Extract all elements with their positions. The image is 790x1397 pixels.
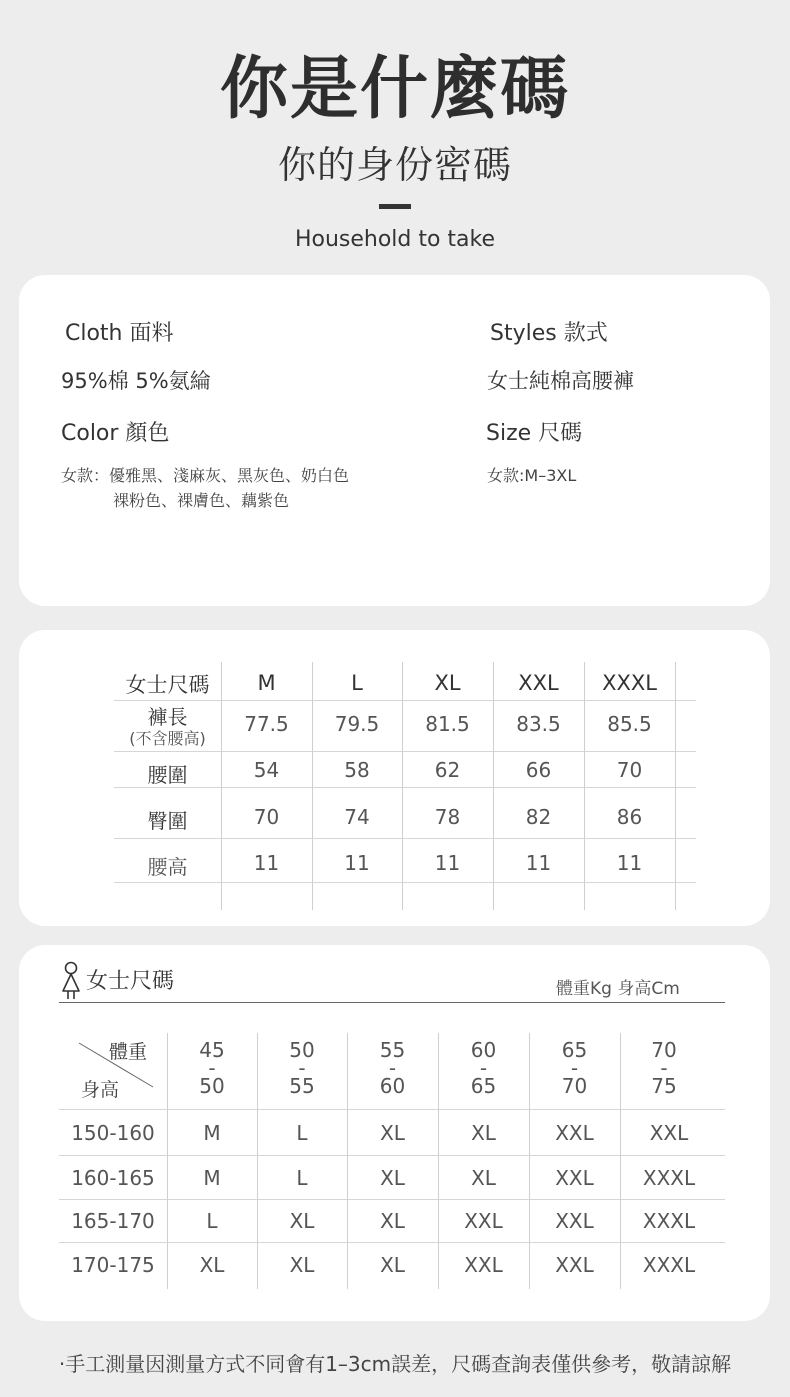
woman-icon	[61, 961, 81, 1001]
grid-line	[114, 751, 696, 752]
table-cell: 70	[616, 758, 643, 782]
corner-height-label: 身高	[81, 1079, 120, 1101]
color-label: Color 顏色	[61, 421, 170, 446]
weight-header: 45 - 50	[199, 1038, 225, 1098]
styles-value: 女士純棉高腰褲	[487, 369, 634, 393]
size-chart-card	[19, 630, 770, 926]
table-cell: XXXL	[642, 1253, 696, 1277]
table-cell: XL	[471, 1121, 496, 1145]
table-cell: XXXL	[642, 1166, 696, 1190]
fit-chart-card	[19, 945, 770, 1321]
table-cell: 11	[253, 851, 280, 875]
cloth-value: 95%棉 5%氨綸	[61, 369, 211, 393]
size-header-xxxl: XXXL	[602, 671, 657, 695]
table-cell: 11	[616, 851, 643, 875]
grid-line	[59, 1199, 725, 1200]
weight-header: 55 - 60	[379, 1038, 406, 1098]
table-cell: XL	[380, 1209, 405, 1233]
table-cell: XXXL	[642, 1209, 696, 1233]
page-subtitle: 你的身份密碼	[277, 143, 512, 187]
color-list-line1: 女款：優雅黑、淺麻灰、黑灰色、奶白色	[61, 466, 350, 485]
table-cell: 78	[434, 805, 461, 829]
row-label-waist: 腰圍	[147, 763, 188, 787]
table-cell: 11	[434, 851, 461, 875]
title-divider	[379, 204, 411, 209]
size-header-l: L	[351, 671, 363, 695]
table-cell: XL	[380, 1166, 405, 1190]
row-label-hip: 臀圍	[147, 809, 188, 833]
table-cell: L	[296, 1121, 308, 1145]
page-title: 你是什麼碼	[219, 50, 570, 129]
cloth-label: Cloth 面料	[65, 321, 174, 346]
table-cell: XXL	[464, 1253, 503, 1277]
table-cell: 81.5	[425, 712, 470, 736]
size-table-corner: 女士尺碼	[125, 673, 210, 697]
weight-header: 70 - 75	[651, 1038, 677, 1098]
row-label-pants-length: 褲長	[147, 705, 188, 729]
product-info-card	[19, 275, 770, 606]
row-label-waist-height: 腰高	[147, 855, 188, 879]
size-header-xl: XL	[434, 671, 461, 695]
table-cell: 74	[344, 805, 370, 829]
table-cell: XL	[380, 1121, 405, 1145]
table-cell: 77.5	[244, 712, 289, 736]
table-cell: M	[203, 1121, 221, 1145]
table-cell: XXL	[555, 1253, 594, 1277]
table-cell: 82	[525, 805, 552, 829]
table-cell: XXL	[555, 1209, 594, 1233]
height-label: 160-165	[71, 1166, 155, 1190]
row-sublabel-pants-length: (不含腰高)	[129, 729, 206, 748]
table-cell: 58	[344, 758, 370, 782]
table-cell: XXL	[649, 1121, 689, 1145]
table-cell: XL	[380, 1253, 405, 1277]
table-cell: M	[203, 1166, 221, 1190]
table-cell: 86	[616, 805, 643, 829]
grid-line	[59, 1155, 725, 1156]
size-header-xxl: XXL	[518, 671, 559, 695]
table-cell: XXL	[555, 1166, 594, 1190]
fit-table-title: 女士尺碼	[86, 969, 175, 994]
table-cell: 66	[525, 758, 552, 782]
size-value: 女款:M–3XL	[487, 466, 577, 485]
table-cell: 70	[253, 805, 280, 829]
table-cell: 79.5	[334, 712, 380, 736]
grid-line	[114, 838, 696, 839]
table-cell: XXL	[555, 1121, 594, 1145]
title-underline	[59, 1002, 725, 1003]
table-cell: 11	[525, 851, 552, 875]
styles-label: Styles 款式	[490, 321, 608, 346]
grid-line	[59, 1242, 725, 1243]
table-cell: XL	[471, 1166, 496, 1190]
size-header-m: M	[257, 671, 276, 695]
table-cell: L	[206, 1209, 218, 1233]
grid-line	[114, 882, 696, 883]
corner-weight-label: 體重	[109, 1041, 148, 1063]
table-cell: 11	[344, 851, 370, 875]
table-cell: 62	[434, 758, 461, 782]
unit-note: 體重Kg 身高Cm	[556, 979, 680, 999]
table-cell: L	[296, 1166, 308, 1190]
color-list-line2: 裸粉色、裸膚色、藕紫色	[113, 491, 290, 510]
table-cell: XL	[289, 1253, 315, 1277]
table-cell: XL	[199, 1253, 225, 1277]
disclaimer-note: ·手工測量因測量方式不同會有1–3cm誤差，尺碼查詢表僅供參考，敬請諒解	[58, 1352, 732, 1376]
weight-header: 65 - 70	[561, 1038, 588, 1098]
height-label: 150-160	[71, 1121, 155, 1145]
weight-header: 60 - 65	[470, 1038, 497, 1098]
grid-line	[59, 1109, 725, 1110]
table-cell: 83.5	[516, 712, 561, 736]
table-cell: 85.5	[607, 712, 652, 736]
height-label: 165-170	[71, 1209, 155, 1233]
table-cell: XXL	[464, 1209, 503, 1233]
table-cell: XL	[289, 1209, 315, 1233]
weight-header: 50 - 55	[289, 1038, 315, 1098]
tagline: Household to take	[294, 227, 496, 252]
table-cell: 54	[253, 758, 280, 782]
size-label: Size 尺碼	[486, 421, 583, 446]
height-label: 170-175	[71, 1253, 155, 1277]
